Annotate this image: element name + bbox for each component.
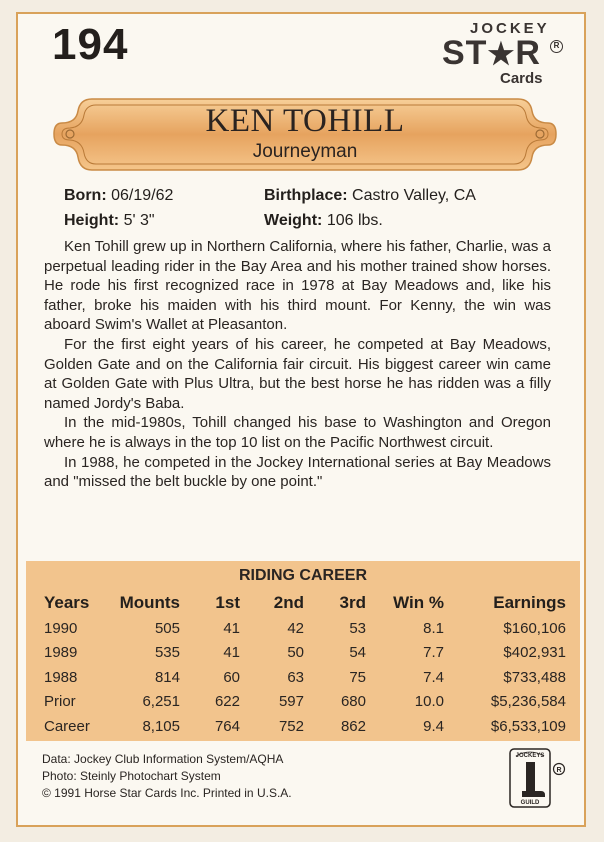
cell-third: 680 xyxy=(340,693,366,711)
cell-second: 597 xyxy=(278,693,304,711)
height-row xyxy=(64,212,155,230)
cell-mounts: 505 xyxy=(154,619,180,637)
header-third: 3rd xyxy=(339,593,366,612)
table-row xyxy=(44,714,566,739)
cell-earnings: $160,106 xyxy=(503,619,566,637)
cell-second: 752 xyxy=(278,717,304,735)
cell-earnings: $402,931 xyxy=(503,644,566,662)
cell-year: Career xyxy=(44,717,90,735)
weight-value: 106 lbs. xyxy=(326,212,383,229)
header-second: 2nd xyxy=(273,593,304,612)
jockeys-guild-logo xyxy=(508,747,566,811)
weight-row xyxy=(264,212,383,230)
bio-paragraph: In 1988, he competed in the Jockey International series at Bay Meadows and "missed the belt buckle by one point." xyxy=(44,453,551,491)
svg-text:R: R xyxy=(556,767,562,774)
cell-third: 53 xyxy=(349,619,366,637)
table-row xyxy=(44,690,566,715)
guild-top-text: JOCKEYS xyxy=(515,753,545,759)
cell-win-pct: 9.4 xyxy=(423,717,444,735)
cell-year: 1990 xyxy=(44,619,78,637)
born-value: 06/19/62 xyxy=(111,187,174,204)
guild-boot-icon xyxy=(508,747,566,811)
bio-paragraph: For the first eight years of his career, he competed at Bay Meadows, Golden Gate and on the California fair circuit. His biggest career win came at Golden Gate with Plus Ultra, but the best horse he has ridden was a filly named Jordy's Baba. xyxy=(44,335,551,412)
birthplace-value: Castro Valley, CA xyxy=(352,187,476,204)
cell-win-pct: 7.4 xyxy=(423,668,444,686)
cell-second: 50 xyxy=(287,644,304,662)
cell-first: 41 xyxy=(223,619,240,637)
credit-data-source: Data: Jockey Club Information System/AQHA xyxy=(42,752,284,766)
table-row xyxy=(44,616,566,641)
star-icon: ★ xyxy=(487,38,516,71)
cell-mounts: 535 xyxy=(154,644,180,662)
bio-paragraph: Ken Tohill grew up in Northern California, where his father, Charlie, was a perpetual leading rider in the Bay Area and his mother trained show horses. He rode his first recognized race in 1978 at Bay Meadows and, like his father, broke his maiden with his third mount. For Kenny, the win was aboard Swim's Wallet at Pleasanton. xyxy=(44,238,551,334)
player-title: Journeyman xyxy=(252,141,358,162)
cell-first: 764 xyxy=(214,717,240,735)
birthplace-row xyxy=(264,187,476,205)
header-earnings: Earnings xyxy=(493,593,566,612)
cell-mounts: 8,105 xyxy=(142,717,180,735)
logo-main-text: ST★R xyxy=(442,34,541,72)
cell-mounts: 814 xyxy=(154,668,180,686)
cell-win-pct: 7.7 xyxy=(423,644,444,662)
header-win-pct: Win % xyxy=(393,593,444,612)
logo-top-text: JOCKEY xyxy=(470,20,550,37)
cell-earnings: $6,533,109 xyxy=(490,717,566,735)
cell-win-pct: 10.0 xyxy=(414,693,444,711)
cell-third: 862 xyxy=(340,717,366,735)
cell-year: Prior xyxy=(44,693,76,711)
height-label: Height: xyxy=(64,212,120,229)
weight-label: Weight: xyxy=(264,212,323,229)
header-years: Years xyxy=(44,593,90,612)
riding-career-table xyxy=(44,590,566,739)
credit-photo-source: Photo: Steinly Photochart System xyxy=(42,769,221,783)
jockey-star-logo xyxy=(442,18,574,90)
name-plaque xyxy=(52,97,558,172)
cell-earnings: $733,488 xyxy=(503,668,566,686)
guild-bottom-text: GUILD xyxy=(520,800,540,806)
born-row xyxy=(64,187,173,205)
table-row xyxy=(44,641,566,666)
cell-year: 1989 xyxy=(44,644,78,662)
copyright-line: © 1991 Horse Star Cards Inc. Printed in U.S.A. xyxy=(42,786,292,800)
biography xyxy=(44,237,551,492)
table-row xyxy=(44,665,566,690)
logo-bottom-text: Cards xyxy=(500,70,543,87)
player-name: KEN TOHILL xyxy=(205,103,405,139)
riding-career-title: RIDING CAREER xyxy=(238,567,367,584)
cell-third: 54 xyxy=(349,644,366,662)
credits xyxy=(42,751,292,802)
riding-career-panel xyxy=(26,561,580,741)
cell-third: 75 xyxy=(349,668,366,686)
cell-second: 63 xyxy=(287,668,304,686)
cell-year: 1988 xyxy=(44,668,78,686)
cell-first: 622 xyxy=(214,693,240,711)
cell-earnings: $5,236,584 xyxy=(490,693,566,711)
registered-icon: R xyxy=(550,40,563,53)
bio-paragraph: In the mid-1980s, Tohill changed his base to Washington and Oregon where he is always in the top 10 list on the Pacific Northwest circuit. xyxy=(44,414,551,451)
header-first: 1st xyxy=(215,593,240,612)
height-value: 5' 3" xyxy=(123,212,155,229)
cell-second: 42 xyxy=(287,619,304,637)
cell-first: 41 xyxy=(223,644,240,662)
header-mounts: Mounts xyxy=(119,593,180,612)
cell-mounts: 6,251 xyxy=(142,693,180,711)
cell-first: 60 xyxy=(223,668,240,686)
born-label: Born: xyxy=(64,187,107,204)
cell-win-pct: 8.1 xyxy=(423,619,444,637)
card-number: 194 xyxy=(52,20,129,69)
table-header-row xyxy=(44,590,566,616)
birthplace-label: Birthplace: xyxy=(264,187,348,204)
